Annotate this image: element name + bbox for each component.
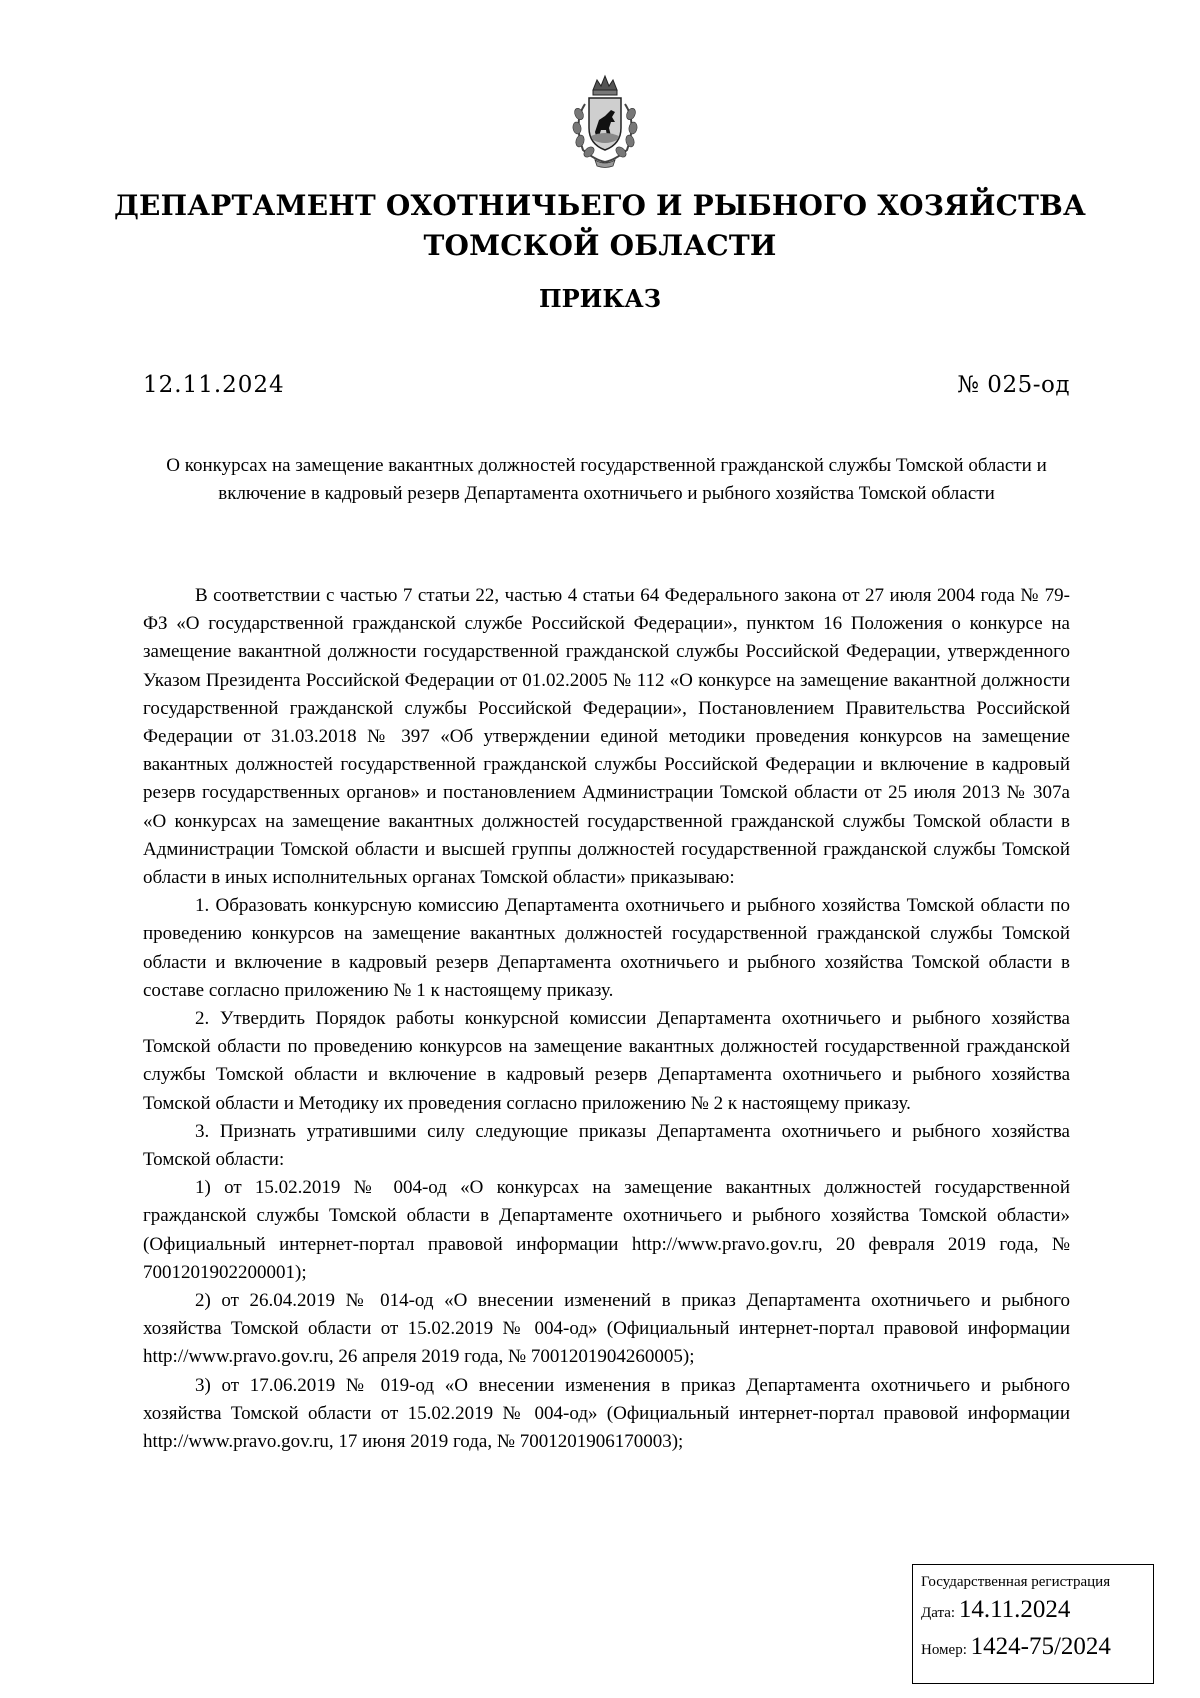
registration-number-line <box>921 1630 1145 1667</box>
registration-number-label: Номер: <box>921 1642 967 1658</box>
registration-stamp <box>912 1564 1154 1684</box>
clause-paragraph: 3. Признать утратившими силу следующие приказы Департамента охотничьего и рыбного хозяйства Томской области: <box>143 1120 1070 1171</box>
registration-number-value: 1424-75/2024 <box>970 1633 1111 1660</box>
department-title-line2: ТОМСКОЙ ОБЛАСТИ <box>423 229 777 262</box>
document-type: ПРИКАЗ <box>538 284 662 313</box>
order-body <box>143 582 1070 1456</box>
registration-date-line <box>921 1593 1145 1630</box>
registration-title: Государственная регистрация <box>921 1574 1111 1590</box>
preamble-paragraph: В соответствии с частью 7 статьи 22, частью 4 статьи 64 Федерального закона от 27 июля 2004 года № 79-ФЗ «О государственной гражданской службе Российской Федерации», пунктом 16 Положения о конкурсе на замещение вакантной должности государственной гражданской службы Российской Федерации, утвержденного Указом Президента Российской Федерации от 01.02.2005 № 112 «О конкурсе на замещение вакантной должности государственной гражданской службы Российской Федерации», Постановлением Правительства Российской Федерации от 31.03.2018 № 397 «Об утверждении единой методики проведения конкурсов на замещение вакантных должностей государственной гражданской службы Российской Федерации и включение в кадровый резерв государственных органов» и постановлением Администрации Томской области от 25 июля 2013 № 307а «О конкурсах на замещение вакантных должностей государственной гражданской службы Томской области в Администрации Томской области и высшей группы должностей государственной гражданской службы Томской области в иных исполнительных органах Томской области» приказываю: <box>143 585 1070 889</box>
coat-of-arms-icon <box>555 70 655 170</box>
department-title <box>0 186 1200 266</box>
registration-date-value: 14.11.2024 <box>958 1596 1071 1623</box>
order-subject: О конкурсах на замещение вакантных должностей государственной гражданской службы Томской области и включение в кадровый резерв Департамента охотничьего и рыбного хозяйства Томской области <box>166 455 1047 504</box>
order-date: 12.11.2024 <box>143 372 285 398</box>
department-title-line1: ДЕПАРТАМЕНТ ОХОТНИЧЬЕГО И РЫБНОГО ХОЗЯЙСТВА <box>113 189 1087 222</box>
clause-paragraph: 1. Образовать конкурсную комиссию Департамента охотничьего и рыбного хозяйства Томской области по проведению конкурсов на замещение вакантных должностей государственной гражданской службы Томской области и включение в кадровый резерв Департамента охотничьего и рыбного хозяйства Томской области в составе согласно приложению № 1 к настоящему приказу. <box>143 895 1070 1001</box>
registration-date-label: Дата: <box>921 1605 956 1621</box>
order-number: № 025-од <box>957 372 1070 398</box>
sub-clause-paragraph: 3) от 17.06.2019 № 019-од «О внесении изменения в приказ Департамента охотничьего и рыбного хозяйства Томской области от 15.02.2019 № 004-од» (Официальный интернет-портал правовой информации http://www.pravo.gov.ru, 17 июня 2019 года, № 7001201906170003); <box>143 1374 1070 1453</box>
clause-paragraph: 2. Утвердить Порядок работы конкурсной комиссии Департамента охотничьего и рыбного хозяйства Томской области по проведению конкурсов на замещение вакантных должностей государственной гражданской службы Томской области и включение в кадровый резерв Департамента охотничьего и рыбного хозяйства Томской области и Методику их проведения согласно приложению № 2 к настоящему приказу. <box>143 1008 1070 1114</box>
sub-clause-paragraph: 2) от 26.04.2019 № 014-од «О внесении изменений в приказ Департамента охотничьего и рыбного хозяйства Томской области от 15.02.2019 № 004-од» (Официальный интернет-портал правовой информации http://www.pravo.gov.ru, 26 апреля 2019 года, № 7001201904260005); <box>143 1290 1070 1368</box>
sub-clause-paragraph: 1) от 15.02.2019 № 004-од «О конкурсах на замещение вакантных должностей государственной гражданской службы Томской области в Департаменте охотничьего и рыбного хозяйства Томской области» (Официальный интернет-портал правовой информации http://www.pravo.gov.ru, 20 февраля 2019 года, № 7001201902200001); <box>143 1177 1070 1283</box>
